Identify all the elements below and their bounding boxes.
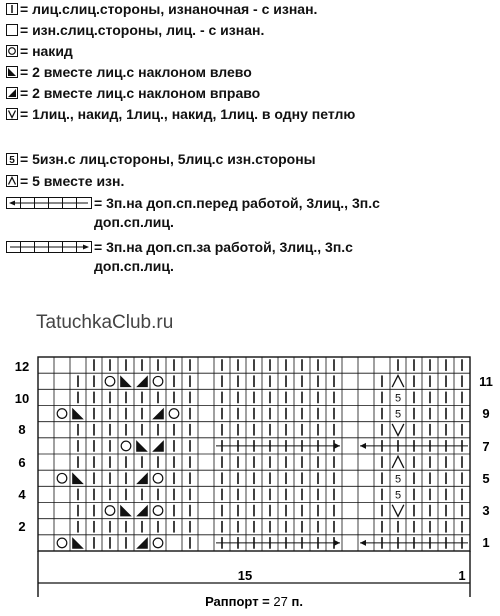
cable-arrow [360,443,366,449]
legend-text: = 2 вместе лиц.с наклоном влево [20,64,252,80]
k2tog-left [72,537,84,549]
purl-5-together [392,456,404,468]
yarn-over [153,376,163,386]
row-number: 4 [18,487,26,502]
k2tog-left [72,408,84,420]
row-number: 8 [18,422,26,437]
yarn-over [105,376,115,386]
v-increase [392,424,404,436]
five-purl: 5 [394,408,402,421]
yarn-over [57,473,67,483]
legend-text: = 5 вместе изн. [20,173,125,189]
row-number: 1 [482,535,490,550]
k2tog-left [72,472,84,484]
rapport-label: Раппорт = 27 п. [205,594,303,609]
yarn-over [169,409,179,419]
cable-arrow [334,443,340,449]
k2tog-right [136,375,148,387]
column-number: 15 [237,568,253,583]
k2tog-right [136,472,148,484]
column-number: 1 [458,568,466,583]
yarn-over [57,409,67,419]
row-number: 5 [482,471,490,486]
cable-arrow [334,540,340,546]
legend-text: = накид [20,43,73,59]
legend-text: = изн.слиц.стороны, лиц. - с изнан. [20,22,265,38]
legend-text: = 3п.на доп.сп.за работой, 3лиц., 3п.с доп.сп.лиц. [94,239,353,274]
k2tog-left [120,505,132,517]
row-number: 7 [482,439,490,454]
k2tog-right [152,440,164,452]
v-increase [392,505,404,517]
legend-text: = 5изн.с лиц.стороны, 5лиц.с изн.стороны [20,151,316,167]
yarn-over [121,441,131,451]
k2tog-left [120,375,132,387]
five-purl: 5 [394,473,402,486]
svg-text:5: 5 [9,155,15,165]
row-number: 10 [14,391,30,406]
row-number: 11 [479,374,493,389]
k2tog-right [136,537,148,549]
purl-5-together [392,375,404,387]
row-number: 3 [482,503,490,518]
legend-text: = 1лиц., накид, 1лиц., накид, 1лиц. в одну петлю [20,106,356,122]
legend-text: = лиц.слиц.стороны, изнаночная - с изнан. [20,1,318,17]
row-number: 9 [482,406,490,421]
yarn-over [105,506,115,516]
k2tog-left [136,440,148,452]
yarn-over [153,473,163,483]
k2tog-right [152,408,164,420]
legend-text: = 3п.на доп.сп.перед работой, 3лиц., 3п.с доп.сп.лиц. [94,195,380,230]
yarn-over [153,506,163,516]
row-number: 6 [18,455,26,470]
five-purl: 5 [394,489,402,502]
row-number: 12 [14,359,30,374]
watermark: TatuchkaClub.ru [36,312,174,333]
yarn-over [153,538,163,548]
k2tog-right [136,505,148,517]
legend-text: = 2 вместе лиц.с наклоном вправо [20,85,261,101]
row-number: 2 [18,519,26,534]
yarn-over [57,538,67,548]
cable-arrow [360,540,366,546]
five-purl: 5 [394,392,402,405]
